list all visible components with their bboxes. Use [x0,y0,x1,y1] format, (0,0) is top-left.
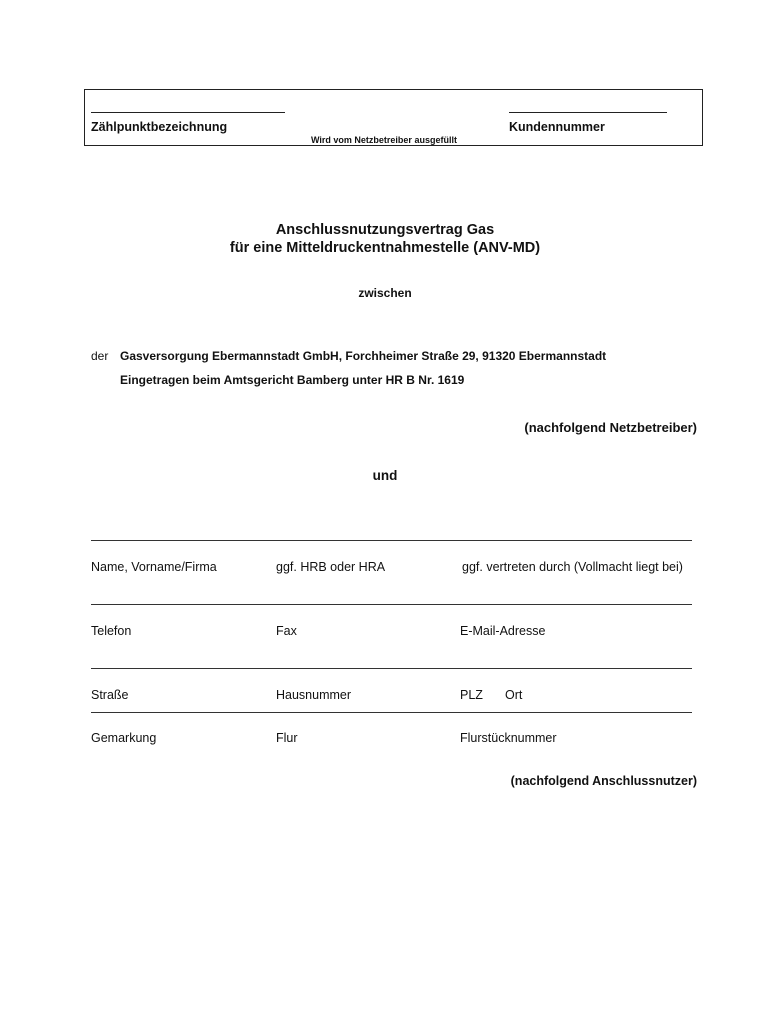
and-label: und [372,468,398,483]
operator-role: (nachfolgend Netzbetreiber) [524,420,697,435]
header-box [84,89,703,146]
phone-label: Telefon [91,624,132,638]
contract-subtitle: für eine Mitteldruckentnahmestelle (ANV-MD) [229,240,541,256]
street-line[interactable] [91,668,692,669]
meter-point-line[interactable] [91,112,285,113]
operator-name-address: Gasversorgung Ebermannstadt GmbH, Forchheimer Straße 29, 91320 Ebermannstadt [120,349,607,363]
cadastral-line[interactable] [91,712,692,713]
parcel-number-label: Flurstücknummer [460,731,557,745]
street-label: Straße [91,688,129,702]
represented-by-label: ggf. vertreten durch (Vollmacht liegt bei) [462,560,683,574]
field-area-label: Flur [276,731,298,745]
operator-registration: Eingetragen beim Amtsgericht Bamberg unter HR B Nr. 1619 [120,373,465,387]
operator-prefix: der [91,349,109,363]
customer-number-line[interactable] [509,112,667,113]
contract-title: Anschlussnutzungsvertrag Gas [275,222,495,238]
phone-line[interactable] [91,604,692,605]
name-company-line[interactable] [91,540,692,541]
customer-number-label: Kundennummer [509,120,605,134]
meter-point-label: Zählpunktbezeichnung [91,120,228,134]
cadastral-district-label: Gemarkung [91,731,157,745]
city-label: Ort [505,688,523,702]
customer-role: (nachfolgend Anschlussnutzer) [510,774,697,788]
email-label: E-Mail-Adresse [460,624,546,638]
hrb-hra-label: ggf. HRB oder HRA [276,560,386,574]
postal-code-label: PLZ [460,688,483,702]
name-company-label: Name, Vorname/Firma [91,560,217,574]
fax-label: Fax [276,624,297,638]
filled-by-operator-note: Wird vom Netzbetreiber ausgefüllt [311,135,457,145]
house-number-label: Hausnummer [276,688,352,702]
between-label: zwischen [358,286,412,300]
